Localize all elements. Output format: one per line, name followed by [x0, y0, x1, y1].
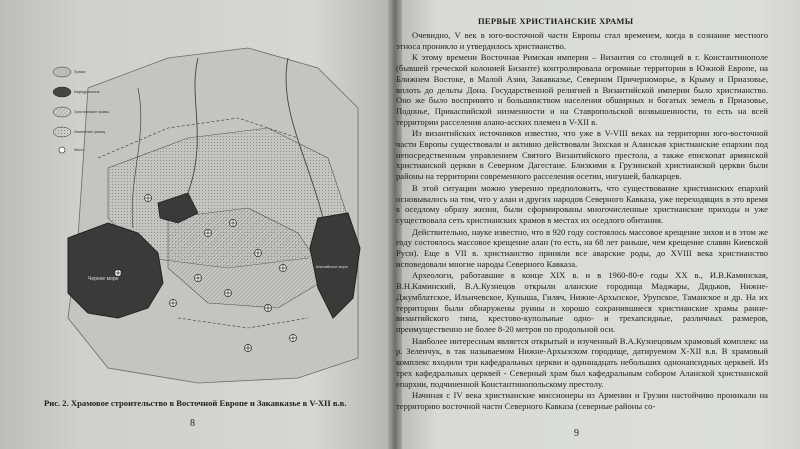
paragraph-3: Из византийских источников известно, что уже в V-VIII веках на территории юго-восточной части Европы существовали и активно действовали Зихская и Аланская христианские епархии под непосредственным управлением Святого Византийского престола, а также епископат армянской христианской церкви в Северном Дагестане. Близкими к Грузинской христианской церкви были районы на территории современного расселения осетин, ингушей, балкарцев. [396, 128, 768, 182]
paragraph-4: В этой ситуации можно уверенно предположить, что существование христианских епархий основывалось на том, что у алан и других народов Северного Кавказа, уже переходящих в это время к оседлому образу жизни, были сформированы многочисленные христианские приходы и уже существовала сеть христианских храмов в местах их оседлого обитания. [396, 182, 768, 225]
legend-label-4: Изменение границ [74, 130, 106, 134]
figure-caption: Рис. 2. Храмовое строительство в Восточной Европе и Закавказье в V-XII в.в. [44, 398, 347, 408]
paragraph-5: Действительно, науке известно, что в 920 году состоялось массовое крещение зихов и в этом же году состоялось массовое крещение алан (то есть, на 68 лет раньше, чем крещение славян Киевской Руси). Еще в VII в. христианство приняли все аварские роды, до XVIII века христианство исповедовали многие народы Северного Кавказа. [396, 226, 768, 269]
caspian-label: Каспийское море [316, 264, 348, 269]
paragraph-2: К этому времени Восточная Римская империя – Византия со столицей в г. Константинополе (бывшей греческой колонией Бизанте) контролировала огромные территории в Южной Европе, на Ближнем Востоке, в Малой Азии, Закавказье, Северном Причерноморье, в Крыму и Приазовье, вплоть до дельты Дона. Государственной религией в Византийской империи было христианство. Оно же было воспринято и большинством населения обширных и богатых земель в Приазовье, Подонье, Прикаспийской низменности и на Ставропольской возвышенности, то есть на всей территории расселения алано-асских племен в V-XII в. [396, 52, 768, 127]
page-heading: ПЕРВЫЕ ХРИСТИАНСКИЕ ХРАМЫ [478, 16, 634, 26]
paragraph-7: Наиболее интересным является открытый и изученный В.А.Кузнецовым храмовый комплекс на р. Зеленчук, в так называемом Нижне-Архызском городище, датируемом X-XII в.в. В храмовый комплекс входили три кафедральных церкви и одиннадцать небольших однонапсидных церквей. Из трех кафедральных церквей - Северный храм был кафедральным собором Аланской христианской епархии, подчиненной Константинопольскому престолу. [396, 335, 768, 389]
page-number-right: 9 [574, 428, 579, 439]
black-sea-label: Черное море [88, 276, 119, 282]
paragraph-6: Археологи, работавшие в конце XIX в. и в 1960-80-е годы XX в., И.В.Каминская, В.Н.Каминский, В.А.Кузнецов открыли аланские городища Маджары, Дядьков, Нижне-Джумблатское, Ильичевское, Куныша, Гиляч, Нижне-Архызское, Урупское, Таманское и др. На их территории были обнаружены руины и хорошо сохранившиеся христианские храмы ранне-византийского типа, крестово-купольные одно- и трехапсидные, различных размеров, преимущественно не более 8-20 метров по продольной оси. [396, 270, 768, 334]
page-number-left: 8 [190, 418, 195, 429]
legend-label-3: Христианские храмы [74, 110, 110, 114]
map-legend [53, 67, 71, 153]
legend-label-5: Место [74, 148, 85, 152]
legend-label-2: Кафедральные [74, 90, 100, 94]
map-figure [48, 18, 364, 388]
legend-label-1: Храмы [74, 70, 86, 74]
historical-map [48, 18, 364, 388]
paragraph-1: Очевидно, V век в юго-восточной части Европы стал временем, когда в сознание местного этноса проникло и утвердилось христианство. [396, 30, 768, 51]
body-text [396, 30, 768, 413]
paragraph-8: Начиная с IV века христианские миссионеры из Армении и Грузии настойчиво проникали на территорию восточной части Северного Кавказа (северные районы со- [396, 390, 768, 411]
